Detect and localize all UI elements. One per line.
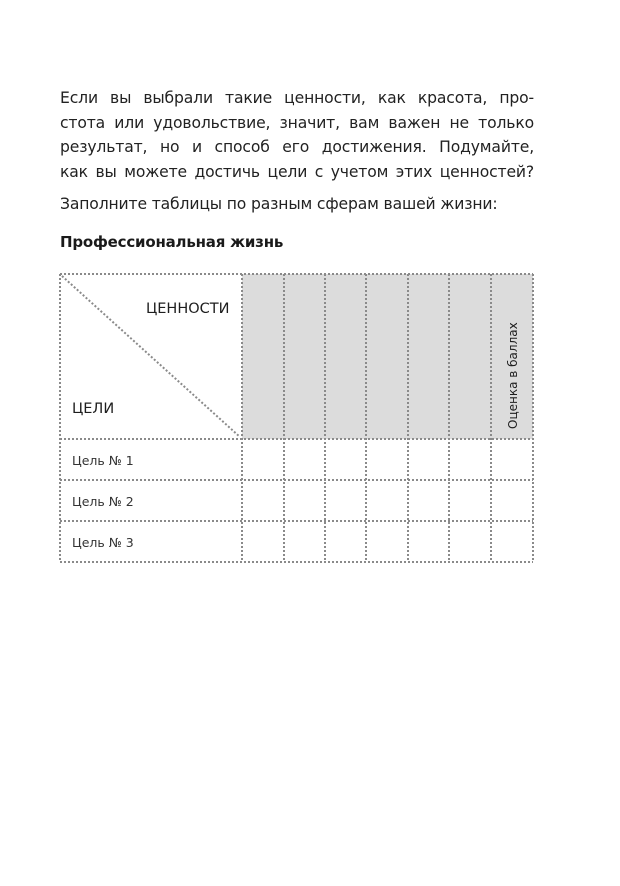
intro-line: как вы можете достичь цели с учетом этих ценностей?: [60, 162, 534, 181]
header-goals-label: ЦЕЛИ: [72, 401, 115, 417]
goal-row-label: Цель № 1: [72, 453, 134, 468]
intro-line: стота или удовольствие, значит, вам важен не только: [60, 113, 534, 132]
instruction-line: Заполните таблицы по разным сферам вашей жизни:: [60, 195, 498, 213]
values-header-fill: [242, 274, 533, 439]
intro-line: результат, но и способ его достижения. Подумайте,: [60, 138, 534, 156]
goal-row-label: Цель № 3: [72, 535, 134, 550]
section-title: Профессиональная жизнь: [60, 233, 284, 251]
score-column-label: Оценка в баллах: [506, 322, 520, 429]
goal-row-label: Цель № 2: [72, 494, 134, 509]
header-values-label: ЦЕННОСТИ: [146, 301, 230, 317]
intro-line: Если вы выбрали такие ценности, как красота, про-: [60, 89, 534, 107]
